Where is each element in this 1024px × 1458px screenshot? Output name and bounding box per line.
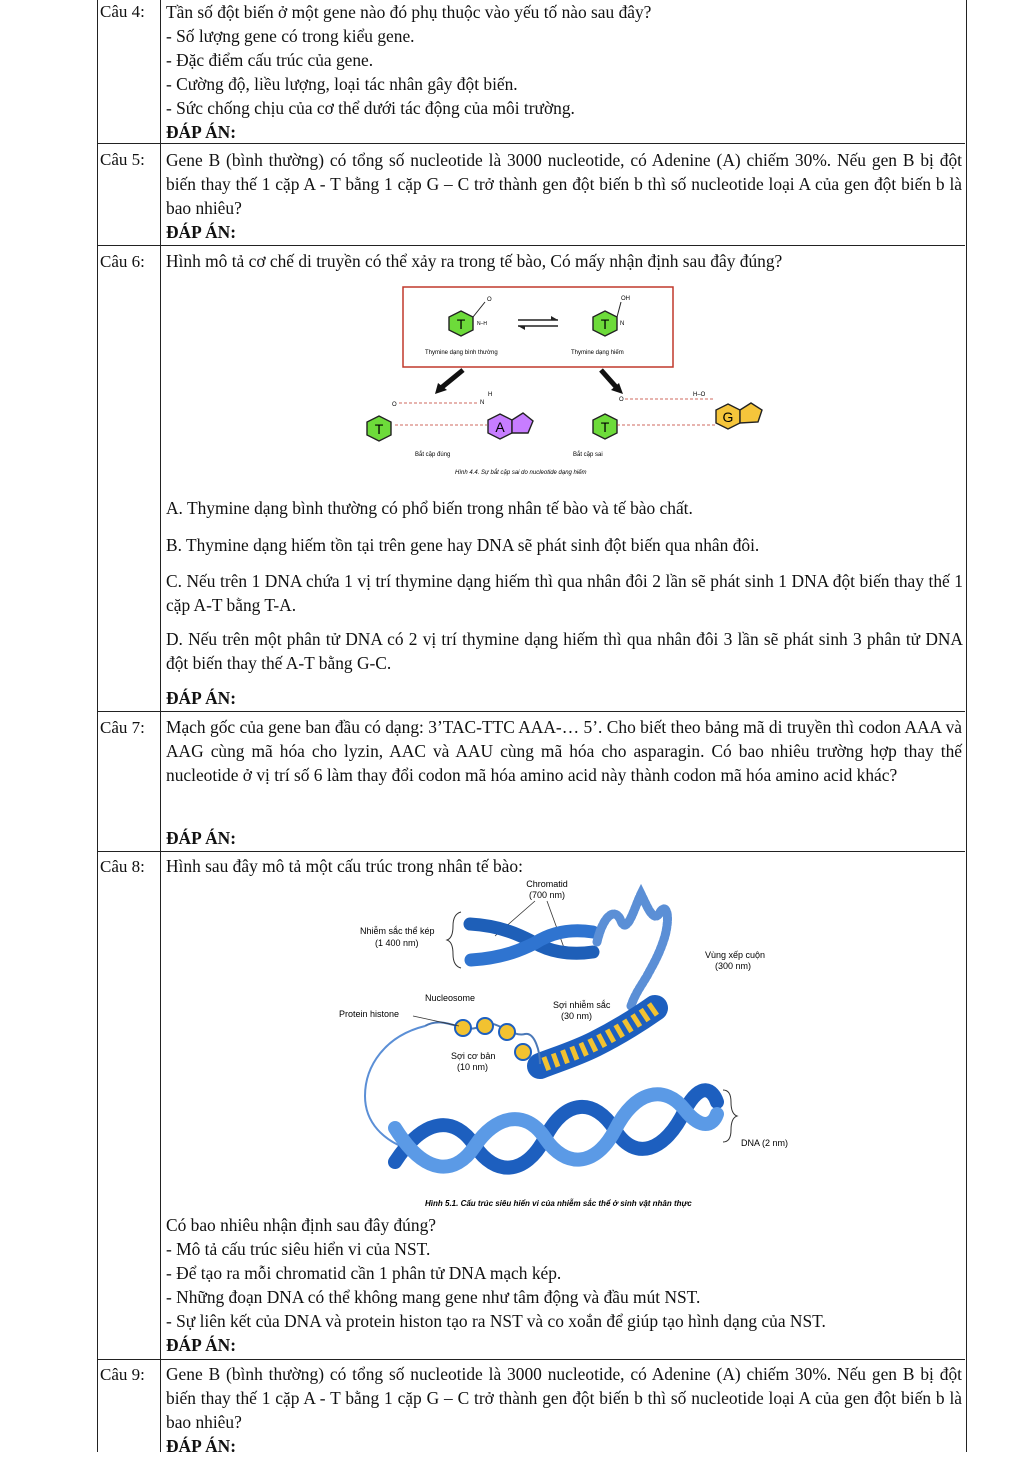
label-nucleosome: Nucleosome — [425, 993, 476, 1003]
label-chromatid: Chromatid — [526, 879, 568, 889]
question-9-answer: ĐÁP ÁN: — [166, 1436, 237, 1456]
thymine-normal-letter: T — [456, 316, 466, 332]
question-5 — [166, 148, 962, 244]
row-divider — [97, 1359, 965, 1360]
question-4-item: - Cường độ, liều lượng, loại tác nhân gây đột biến. — [166, 74, 518, 94]
label-coil-region-size: (300 nm) — [715, 961, 752, 971]
atom-o: O — [619, 397, 624, 403]
question-8-question: Có bao nhiêu nhận định sau đây đúng? — [166, 1215, 436, 1235]
atom-n: N — [620, 321, 625, 327]
row-divider — [97, 245, 965, 246]
question-4-label: Câu 4: — [100, 2, 145, 21]
question-6-answer: ĐÁP ÁN: — [166, 688, 237, 708]
guanine-letter: G — [722, 409, 734, 425]
question-6-label: Câu 6: — [100, 252, 145, 271]
row-divider — [97, 851, 965, 852]
label-basic-fiber: Sợi cơ bản — [451, 1051, 496, 1061]
nucleosome — [499, 1024, 515, 1040]
question-9-prompt: Gene B (bình thường) có tổng số nucleotide là 3000 nucleotide, có Adenine (A) chiếm 30%. Nếu gen B bị đột biến thay thế 1 cặp A - T bằng 1 cặp G – C trở thành gen đột biến b thì số nucleotide loại A của gen đột biến b là bao nhiêu? — [166, 1364, 962, 1432]
label-dna: DNA (2 nm) — [741, 1138, 789, 1148]
question-4-item: - Đặc điểm cấu trúc của gene. — [166, 50, 374, 70]
question-8-item: - Mô tả cấu trúc siêu hiển vi của NST. — [166, 1239, 431, 1259]
atom-o: O — [392, 402, 397, 408]
question-8-item: - Sự liên kết của DNA và protein histon tạo ra NST và co xoắn để giúp tạo hình dạng của NST. — [166, 1311, 826, 1331]
nucleosome — [455, 1020, 471, 1036]
question-4 — [166, 0, 962, 144]
thymine-tautomer-figure — [355, 284, 706, 480]
question-8-body — [166, 1213, 962, 1357]
adenine-letter: A — [495, 419, 505, 435]
question-8-label: Câu 8: — [100, 857, 145, 876]
label-chromatin-fiber-size: (30 nm) — [561, 1011, 593, 1021]
chromosome-structure-figure — [335, 876, 805, 1212]
question-4-prompt: Tần số đột biến ở một gene nào đó phụ thuộc vào yếu tố nào sau đây? — [166, 2, 652, 22]
question-6-option-d: D. Nếu trên một phân tử DNA có 2 vị trí thymine dạng hiếm thì qua nhân đôi 3 lần sẽ phát sinh 3 phân tử DNA đột biến thay thế A-T bằng G-C. — [166, 629, 963, 673]
column-divider — [160, 0, 161, 1452]
question-7-label: Câu 7: — [100, 718, 145, 737]
question-5-label: Câu 5: — [100, 150, 145, 169]
label-double-chromosome-size: (1 400 nm) — [375, 938, 419, 948]
question-4-answer: ĐÁP ÁN: — [166, 122, 237, 142]
rare-thymine-label: Thymine dạng hiếm — [571, 350, 624, 356]
question-5-prompt: Gene B (bình thường) có tổng số nucleotide là 3000 nucleotide, có Adenine (A) chiếm 30%. Nếu gen B bị đột biến thay thế 1 cặp A - T bằng 1 cặp G – C trở thành gen đột biến b thì số nucleotide loại A của gen đột biến b là bao nhiêu? — [166, 150, 962, 218]
question-6-option-c: C. Nếu trên 1 DNA chứa 1 vị trí thymine dạng hiếm thì qua nhân đôi 2 lần sẽ phát sinh 1 DNA đột biến thay thế 1 cặp A-T bằng T-A. — [166, 571, 963, 615]
guanine-shape — [700, 400, 770, 440]
question-6-option-b: B. Thymine dạng hiếm tồn tại trên gene hay DNA sẽ phát sinh đột biến qua nhân đôi. — [166, 535, 760, 555]
question-6-option-a: A. Thymine dạng bình thường có phổ biến trong nhân tế bào và tế bào chất. — [166, 498, 693, 518]
pair-bad-t-letter: T — [600, 419, 610, 435]
pair-ok-label: Bắt cặp đúng — [415, 452, 451, 458]
question-7-prompt: Mạch gốc của gene ban đầu có dạng: 3’TAC-TTC AAA-… 5’. Cho biết theo bảng mã di truyền thì codon AAA và AAG cùng mã hóa cho lyzin, AAC và AAU cùng mã hóa cho asparagin. Có bao nhiêu trường hợp thay thế nucleotide ở vị trí số 6 làm thay đổi codon mã hóa amino acid này thành codon mã hóa amino acid khác? — [166, 717, 962, 785]
label-double-chromosome: Nhiễm sắc thể kép — [360, 926, 435, 936]
pair-bad-label: Bắt cặp sai — [573, 452, 603, 458]
question-7-answer: ĐÁP ÁN: — [166, 828, 237, 848]
question-9 — [166, 1362, 962, 1458]
normal-thymine-label: Thymine dạng bình thường — [425, 350, 498, 356]
question-9-label: Câu 9: — [100, 1365, 145, 1384]
question-8-item: - Để tạo ra mỗi chromatid cần 1 phân tử DNA mạch kép. — [166, 1263, 562, 1283]
label-protein-histone: Protein histone — [339, 1009, 400, 1019]
label-chromatin-fiber: Sợi nhiễm sắc — [553, 1000, 611, 1010]
question-5-answer: ĐÁP ÁN: — [166, 222, 237, 242]
question-8-prompt: Hình sau đây mô tả một cấu trúc trong nhân tế bào: — [166, 856, 523, 876]
atom-o: O — [487, 297, 492, 303]
question-4-item: - Số lượng gene có trong kiểu gene. — [166, 26, 415, 46]
question-6-prompt: Hình mô tả cơ chế di truyền có thể xảy ra trong tế bào, Có mấy nhận định sau đây đúng? — [166, 251, 783, 271]
atom-h: H — [488, 392, 493, 398]
question-8-item: - Những đoạn DNA có thể không mang gene như tâm động và đầu mút NST. — [166, 1287, 701, 1307]
pair-ok-t-letter: T — [374, 421, 384, 437]
figure-8-caption: Hình 5.1. Cấu trúc siêu hiển vi của nhiễm sắc thể ở sinh vật nhân thực — [425, 1199, 692, 1208]
label-coil-region: Vùng xếp cuộn — [705, 950, 766, 960]
atom-nh: N–H — [477, 321, 488, 327]
question-8-answer: ĐÁP ÁN: — [166, 1335, 237, 1355]
atom-oh: OH — [621, 296, 630, 302]
figure-6-caption: Hình 4.4. Sự bắt cặp sai do nucleotide dạng hiếm — [455, 470, 587, 476]
nucleosome — [477, 1018, 493, 1034]
question-4-item: - Sức chống chịu của cơ thể dưới tác động của môi trường. — [166, 98, 575, 118]
thymine-rare-letter: T — [600, 316, 610, 332]
label-basic-fiber-size: (10 nm) — [457, 1062, 489, 1072]
nucleosome — [515, 1044, 531, 1060]
row-divider — [97, 711, 965, 712]
atom-ho: H–O — [693, 392, 706, 398]
label-chromatid-size: (700 nm) — [528, 890, 566, 900]
atom-n: N — [480, 400, 485, 406]
